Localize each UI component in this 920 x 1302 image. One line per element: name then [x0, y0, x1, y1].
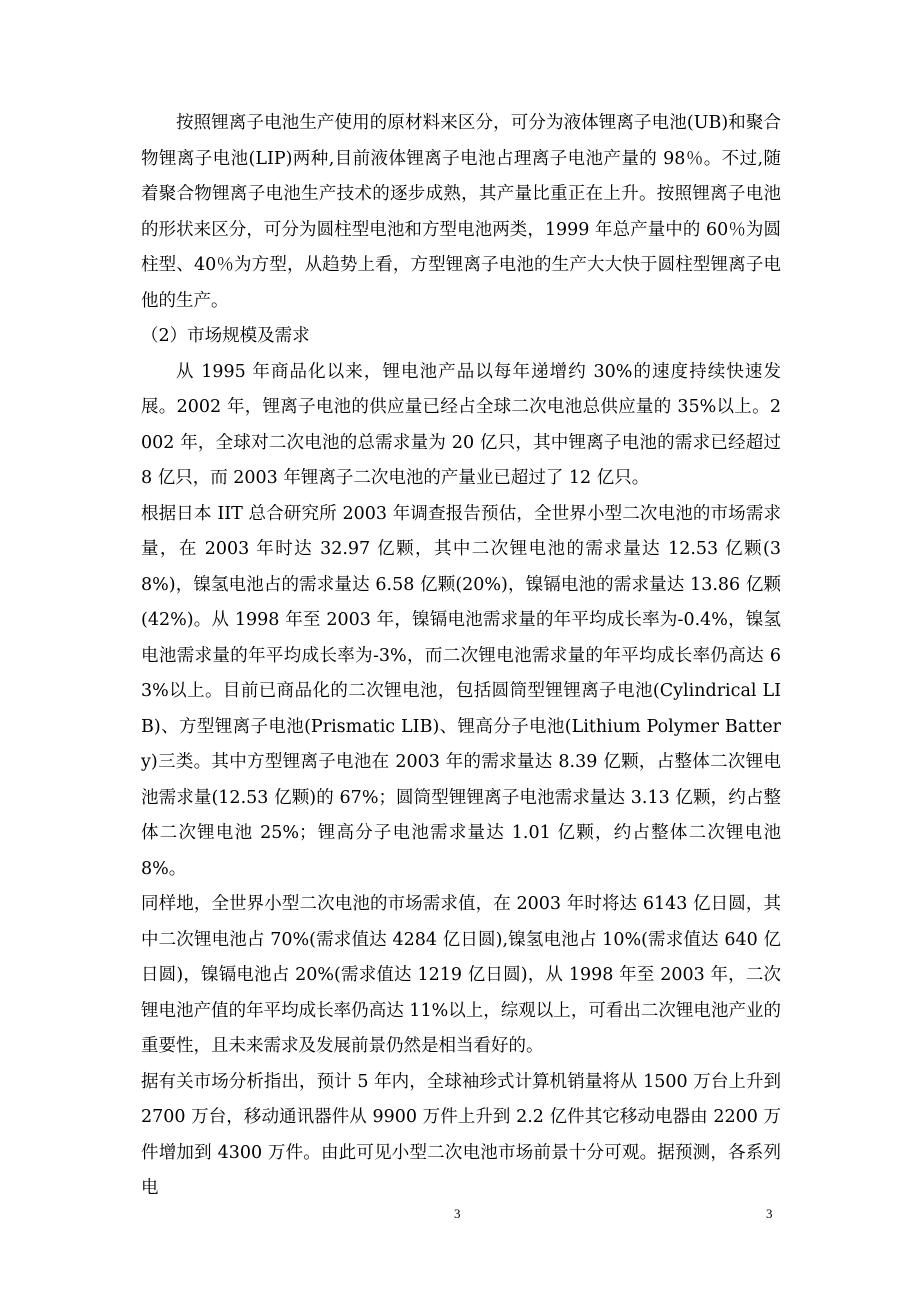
page-number-right: 3	[766, 1206, 773, 1221]
document-body	[141, 106, 781, 1207]
paragraph-market-growth: 从 1995 年商品化以来，锂电池产品以每年递增约 30%的速度持续快速发展。2002 年，锂离子电池的供应量已经占全球二次电池总供应量的 35%以上。2002 年，全球对二次电池的总需求量为 20 亿只，其中锂离子电池的需求已经超过 8 亿只，而 2003 年锂离子二次电池的产量业已超过了 12 亿只。	[141, 361, 781, 488]
paragraph-iit-report: 根据日本 IIT 总合研究所 2003 年调查报告预估，全世界小型二次电池的市场需求量，在 2003 年时达 32.97 亿颗，其中二次锂电池的需求量达 12.53 亿颗(38%)，镍氢电池占的需求量达 6.58 亿颗(20%)，镍镉电池的需求量达 13.86 亿颗(42%)。从 1998 年至 2003 年，镍镉电池需求量的年平均成长率为-0.4%，镍氢电池需求量的年平均成长率为-3%，而二次锂电池需求量的年平均成长率仍高达 63%以上。目前已商品化的二次锂电池，包括圆筒型锂锂离子电池(Cylindrical LIB)、方型锂离子电池(Prismatic LIB)、锂高分子电池(Lithium Polymer Battery)三类。其中方型锂离子电池在 2003 年的需求量达 8.39 亿颗，占整体二次锂电池需求量(12.53 亿颗)的 67%；圆筒型锂锂离子电池需求量达 3.13 亿颗，约占整体二次锂电池 25%；锂高分子电池需求量达 1.01 亿颗，约占整体二次锂电池 8%。	[141, 503, 781, 879]
paragraph-market-value: 同样地，全世界小型二次电池的市场需求值，在 2003 年时将达 6143 亿日圆，其中二次锂电池占 70%(需求值达 4284 亿日圆),镍氢电池占 10%(需求值达 640 亿日圆)，镍镉电池占 20%(需求值达 1219 亿日圆)，从 1998 年至 2003 年，二次锂电池产值的年平均成长率仍高达 11%以上，综观以上，可看出二次锂电池产业的重要性，且未来需求及发展前景仍然是相当看好的。	[141, 894, 781, 1056]
section-heading-market: （2）市场规模及需求	[141, 326, 310, 346]
paragraph-market-forecast: 据有关市场分析指出，预计 5 年内，全球袖珍式计算机销量将从 1500 万台上升到 2700 万台，移动通讯器件从 9900 万件上升到 2.2 亿件其它移动电器由 2200 万件增加到 4300 万件。由此可见小型二次电池市场前景十分可观。据预测，各系列电	[141, 1071, 781, 1198]
page-number-center: 3	[454, 1206, 461, 1221]
paragraph-material-classification: 按照锂离子电池生产使用的原材料来区分，可分为液体锂离子电池(UB)和聚合物锂离子电池(LIP)两种,目前液体锂离子电池占理离子电池产量的 98％。不过,随着聚合物锂离子电池生产技术的逐步成熟，其产量比重正在上升。按照锂离子电池的形状来区分，可分为圆柱型电池和方型电池两类，1999 年总产量中的 60％为圆柱型、40％为方型，从趋势上看，方型锂离子电池的生产大大快于圆柱型锂离子电他的生产。	[141, 113, 781, 311]
